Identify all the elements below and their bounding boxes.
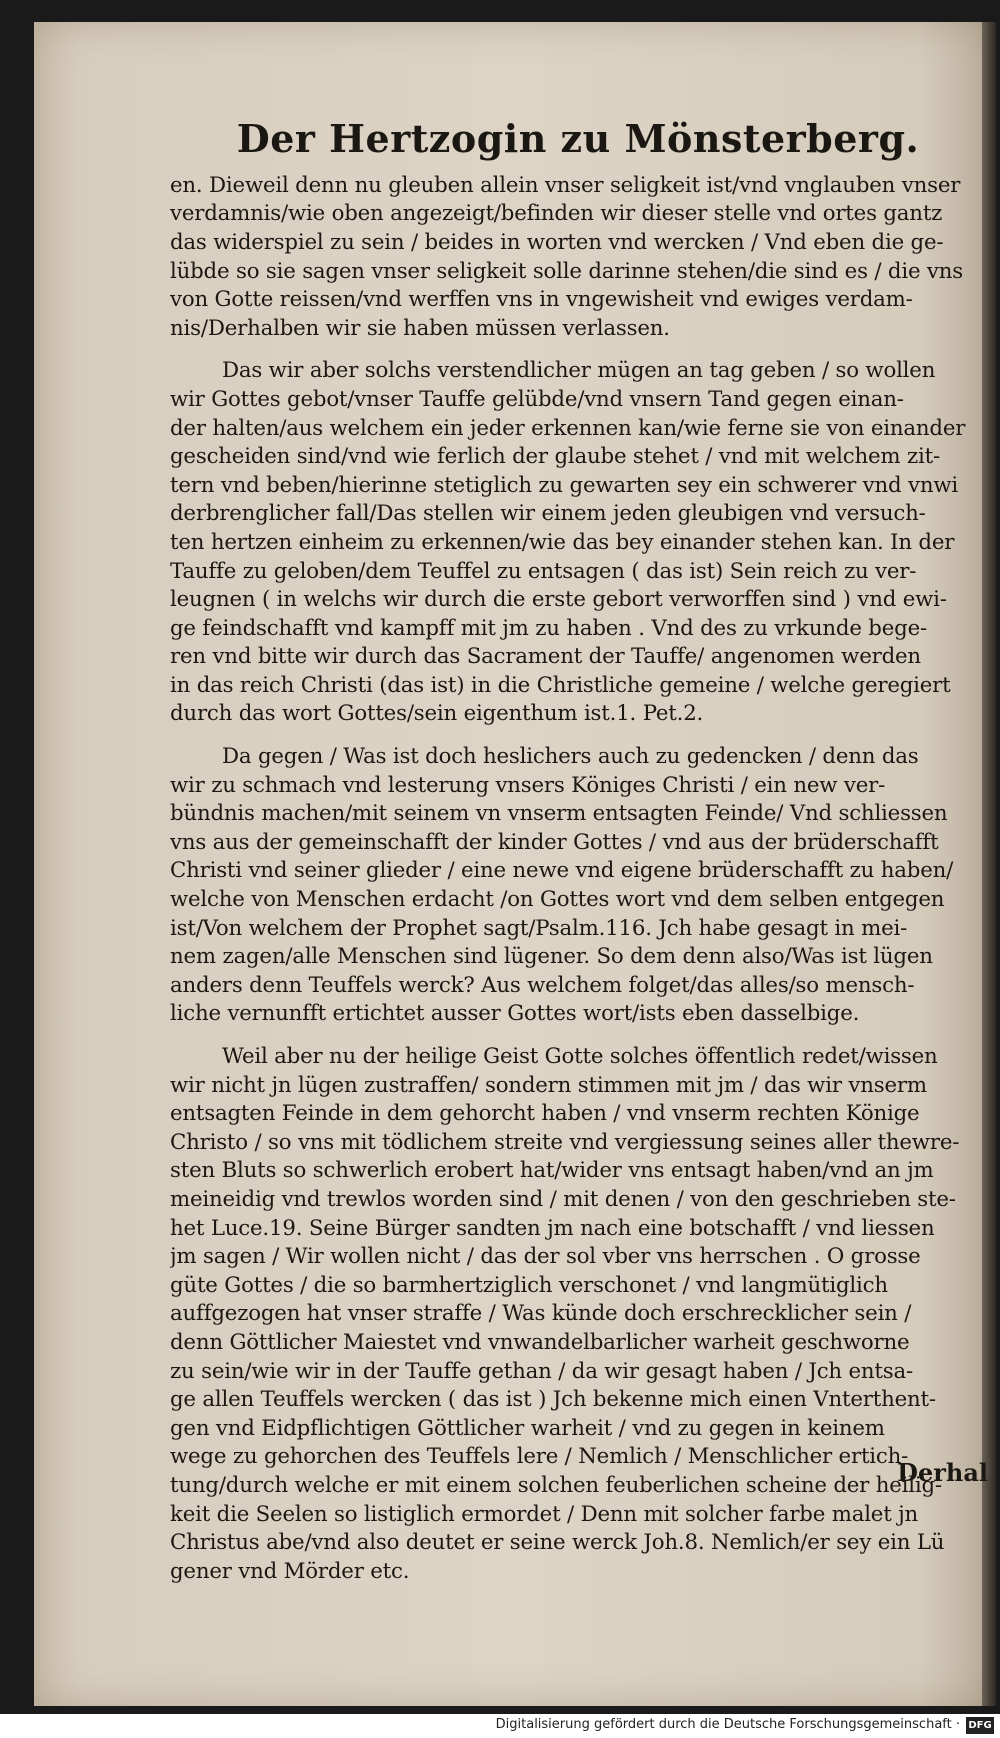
text-line: derbrenglicher fall/Das stellen wir einem jeden gleubigen vnd versuch- xyxy=(170,501,926,527)
text-line: ist/Von welchem der Prophet sagt/Psalm.116. Jch habe gesagt in mei- xyxy=(170,915,908,941)
dfg-logo: DFG xyxy=(966,1717,994,1734)
text-line: Das wir aber solchs verstendlicher mügen an tag geben / so wollen xyxy=(222,358,936,384)
text-line: liche vernunfft ertichtet ausser Gottes wort/ists eben dasselbige. xyxy=(170,1001,860,1027)
catchword: Derhal xyxy=(897,1458,988,1487)
text-line: wir Gottes gebot/vnser Tauffe gelübde/vnd vnsern Tand gegen einan- xyxy=(170,386,904,412)
text-line: gescheiden sind/vnd wie ferlich der glaube stehet / vnd mit welchem zit- xyxy=(170,444,940,470)
text-line: verdamnis/wie oben angezeigt/befinden wir dieser stelle vnd ortes gantz xyxy=(170,201,943,227)
text-line: durch das wort Gottes/sein eigenthum ist.1. Pet.2. xyxy=(170,701,704,727)
text-line: ten hertzen einheim zu erkennen/wie das bey einander stehen kan. In der xyxy=(170,529,955,555)
text-line: in das reich Christi (das ist) in die Christliche gemeine / welche geregiert xyxy=(170,672,951,698)
text-line: leugnen ( in welchs wir durch die erste gebort verworffen sind ) vnd ewi- xyxy=(170,587,947,613)
text-line: welche von Menschen erdacht /on Gottes wort vnd dem selben entgegen xyxy=(170,887,945,913)
text-line: het Luce.19. Seine Bürger sandten jm nach eine botschafft / vnd liessen xyxy=(170,1215,935,1241)
paragraph xyxy=(170,172,986,344)
text-line: en. Dieweil denn nu gleuben allein vnser seligkeit ist/vnd vnglauben vnser xyxy=(170,172,961,198)
paragraph xyxy=(170,743,986,1029)
footer-credit: Digitalisierung gefördert durch die Deutsche Forschungsgemeinschaft · xyxy=(495,1717,960,1732)
text-line: gen vnd Eidpflichtigen Göttlicher warheit / vnd zu gegen in keinem xyxy=(170,1415,885,1441)
footer-bar xyxy=(0,1714,1000,1738)
text-line: nem zagen/alle Menschen sind lügener. So dem denn also/Was ist lügen xyxy=(170,944,933,970)
text-line: von Gotte reissen/vnd werffen vns in vngewisheit vnd ewiges verdam- xyxy=(170,287,913,313)
text-line: keit die Seelen so listiglich ermordet / Denn mit solcher farbe malet jn xyxy=(170,1501,919,1527)
text-line: entsagten Feinde in dem gehorcht haben / vnd vnserm rechten Könige xyxy=(170,1101,920,1127)
text-line: nis/Derhalben wir sie haben müssen verlassen. xyxy=(170,315,670,341)
running-head: Der Hertzogin zu Mönsterberg. xyxy=(236,116,920,161)
text-line: tung/durch welche er mit einem solchen feuberlichen scheine der heilig- xyxy=(170,1472,942,1498)
text-line: wir zu schmach vnd lesterung vnsers Königes Christi / ein new ver- xyxy=(170,772,886,798)
text-line: lübde so sie sagen vnser seligkeit solle darinne stehen/die sind es / die vns xyxy=(170,258,964,284)
text-line: meineidig vnd trewlos worden sind / mit denen / von den geschrieben ste- xyxy=(170,1186,956,1212)
text-line: ge allen Teuffels wercken ( das ist ) Jch bekenne mich einen Vnterthent- xyxy=(170,1387,936,1413)
paragraph xyxy=(170,357,986,729)
text-line: sten Bluts so schwerlich erobert hat/wider vns entsagt haben/vnd an jm xyxy=(170,1158,934,1184)
text-line: tern vnd beben/hierinne stetiglich zu gewarten sey ein schwerer vnd vnwi xyxy=(170,472,959,498)
text-line: anders denn Teuffels werck? Aus welchem folget/das alles/so mensch- xyxy=(170,972,915,998)
text-line: Christo / so vns mit tödlichem streite vnd vergiessung seines aller thewre- xyxy=(170,1129,960,1155)
text-line: Christi vnd seiner glieder / eine newe vnd eigene brüderschafft zu haben/ xyxy=(170,858,954,884)
paragraph xyxy=(170,1043,986,1586)
text-line: zu sein/wie wir in der Tauffe gethan / da wir gesagt haben / Jch entsa- xyxy=(170,1358,914,1384)
text-line: jm sagen / Wir wollen nicht / das der sol vber vns herrschen . O grosse xyxy=(170,1244,921,1270)
text-line: vns aus der gemeinschafft der kinder Gottes / vnd aus der brüderschafft xyxy=(170,829,939,855)
text-line: ge feindschafft vnd kampff mit jm zu haben . Vnd des zu vrkunde bege- xyxy=(170,615,927,641)
text-line: auffgezogen hat vnser straffe / Was künde doch erschrecklicher sein / xyxy=(170,1301,912,1327)
text-line: gener vnd Mörder etc. xyxy=(170,1558,410,1584)
text-line: ren vnd bitte wir durch das Sacrament der Tauffe/ angenomen werden xyxy=(170,644,921,670)
text-line: das widerspiel zu sein / beides in worten vnd wercken / Vnd eben die ge- xyxy=(170,229,944,255)
text-line: wege zu gehorchen des Teuffels lere / Nemlich / Menschlicher ertich- xyxy=(170,1444,909,1470)
text-line: güte Gottes / die so barmhertziglich verschonet / vnd langmütiglich xyxy=(170,1272,888,1298)
text-block xyxy=(170,118,986,1600)
text-line: Weil aber nu der heilige Geist Gotte solches öffentlich redet/wissen xyxy=(222,1044,938,1070)
body-text xyxy=(170,172,986,1587)
text-line: der halten/aus welchem ein jeder erkennen kan/wie ferne sie von einander xyxy=(170,415,966,441)
text-line: denn Göttlicher Maiestet vnd vnwandelbarlicher warheit geschworne xyxy=(170,1329,910,1355)
text-line: wir nicht jn lügen zustraffen/ sondern stimmen mit jm / das wir vnserm xyxy=(170,1072,927,1098)
text-line: Tauffe zu geloben/dem Teuffel zu entsagen ( das ist) Sein reich zu ver- xyxy=(170,558,917,584)
text-line: Da gegen / Was ist doch heslichers auch zu gedencken / denn das xyxy=(222,744,919,770)
text-line: Christus abe/vnd also deutet er seine werck Joh.8. Nemlich/er sey ein Lü xyxy=(170,1530,945,1556)
text-line: bündnis machen/mit seinem vn vnserm entsagten Feinde/ Vnd schliessen xyxy=(170,801,948,827)
